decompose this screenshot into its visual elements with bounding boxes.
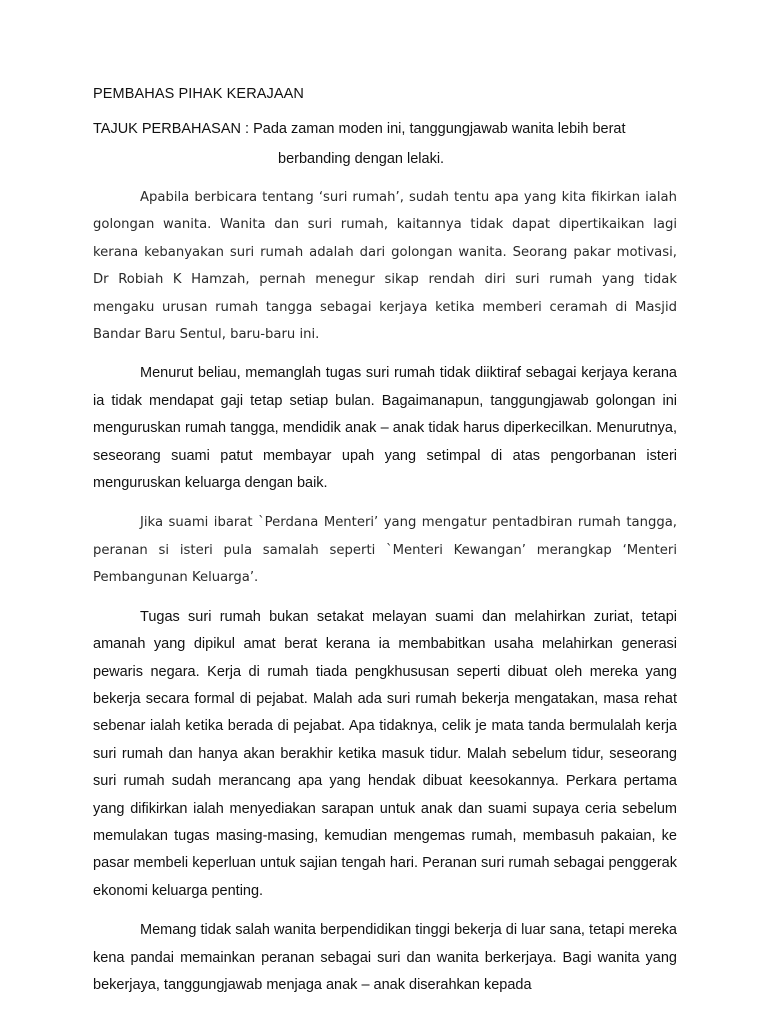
topic-line-1: Pada zaman moden ini, tanggungjawab wanita lebih berat (253, 121, 626, 137)
topic-line-2: berbanding dengan lelaki. (278, 151, 445, 167)
paragraph-1: Apabila berbicara tentang ‘suri rumah’, sudah tentu apa yang kita fikirkan ialah golongan wanita. Wanita dan suri rumah, kaitannya tidak dapat dipertikaikan lagi kerana kebanyakan suri rumah adalah dari golongan wanita. Seorang pakar motivasi, Dr Robiah K Hamzah, pernah menegur sikap rendah diri suri rumah yang tidak mengaku urusan rumah tangga sebagai kerjaya ketika memberi ceramah di Masjid Bandar Baru Sentul, baru-baru ini. (93, 190, 677, 343)
topic-label: TAJUK PERBAHASAN : (93, 121, 254, 137)
paragraph-5: Memang tidak salah wanita berpendidikan tinggi bekerja di luar sana, tetapi mereka kena pandai memainkan peranan sebagai suri dan wanita berkerjaya. Bagi wanita yang bekerjaya, tanggungjawab menjaga anak – anak diserahkan kepada (93, 922, 677, 993)
debate-topic (93, 114, 677, 174)
paragraph-2: Menurut beliau, memanglah tugas suri rumah tidak diiktiraf sebagai kerjaya kerana ia tidak mendapat gaji tetap setiap bulan. Bagaimanapun, tanggungjawab golongan ini menguruskan rumah tangga, mendidik anak – anak tidak harus diperkecilkan. Menurutnya, seseorang suami patut membayar upah yang setimpal di atas pengorbanan isteri menguruskan keluarga dengan baik. (93, 365, 677, 492)
document-page (93, 84, 677, 1011)
paragraph-4: Tugas suri rumah bukan setakat melayan suami dan melahirkan zuriat, tetapi amanah yang dipikul amat berat kerana ia membabitkan usaha melahirkan generasi pewaris negara. Kerja di rumah tiada pengkhususan seperti dibuat oleh mereka yang bekerja secara formal di pejabat. Malah ada suri rumah bekerja mengatakan, masa rehat sebenar ialah ketika berada di pejabat. Apa tidaknya, celik je mata tanda bermulalah kerja suri rumah dan hanya akan berakhir ketika masuk tidur. Malah sebelum tidur, seseorang suri rumah sudah merancang apa yang hendak dibuat keesokannya. Perkara pertama yang difikirkan ialah menyediakan sarapan untuk anak dan suami supaya ceria sebelum memulakan tugas masing-masing, kemudian mengemas rumah, membasuh pakaian, ke pasar membeli keperluan untuk sajian tengah hari. Peranan suri rumah sebagai penggerak ekonomi keluarga penting. (93, 608, 677, 899)
document-heading: PEMBAHAS PIHAK KERAJAAN (93, 86, 304, 102)
paragraph-3: Jika suami ibarat `Perdana Menteri’ yang mengatur pentadbiran rumah tangga, peranan si isteri pula samalah seperti `Menteri Kewangan’ merangkap ‘Menteri Pembangunan Keluarga’. (93, 515, 677, 586)
